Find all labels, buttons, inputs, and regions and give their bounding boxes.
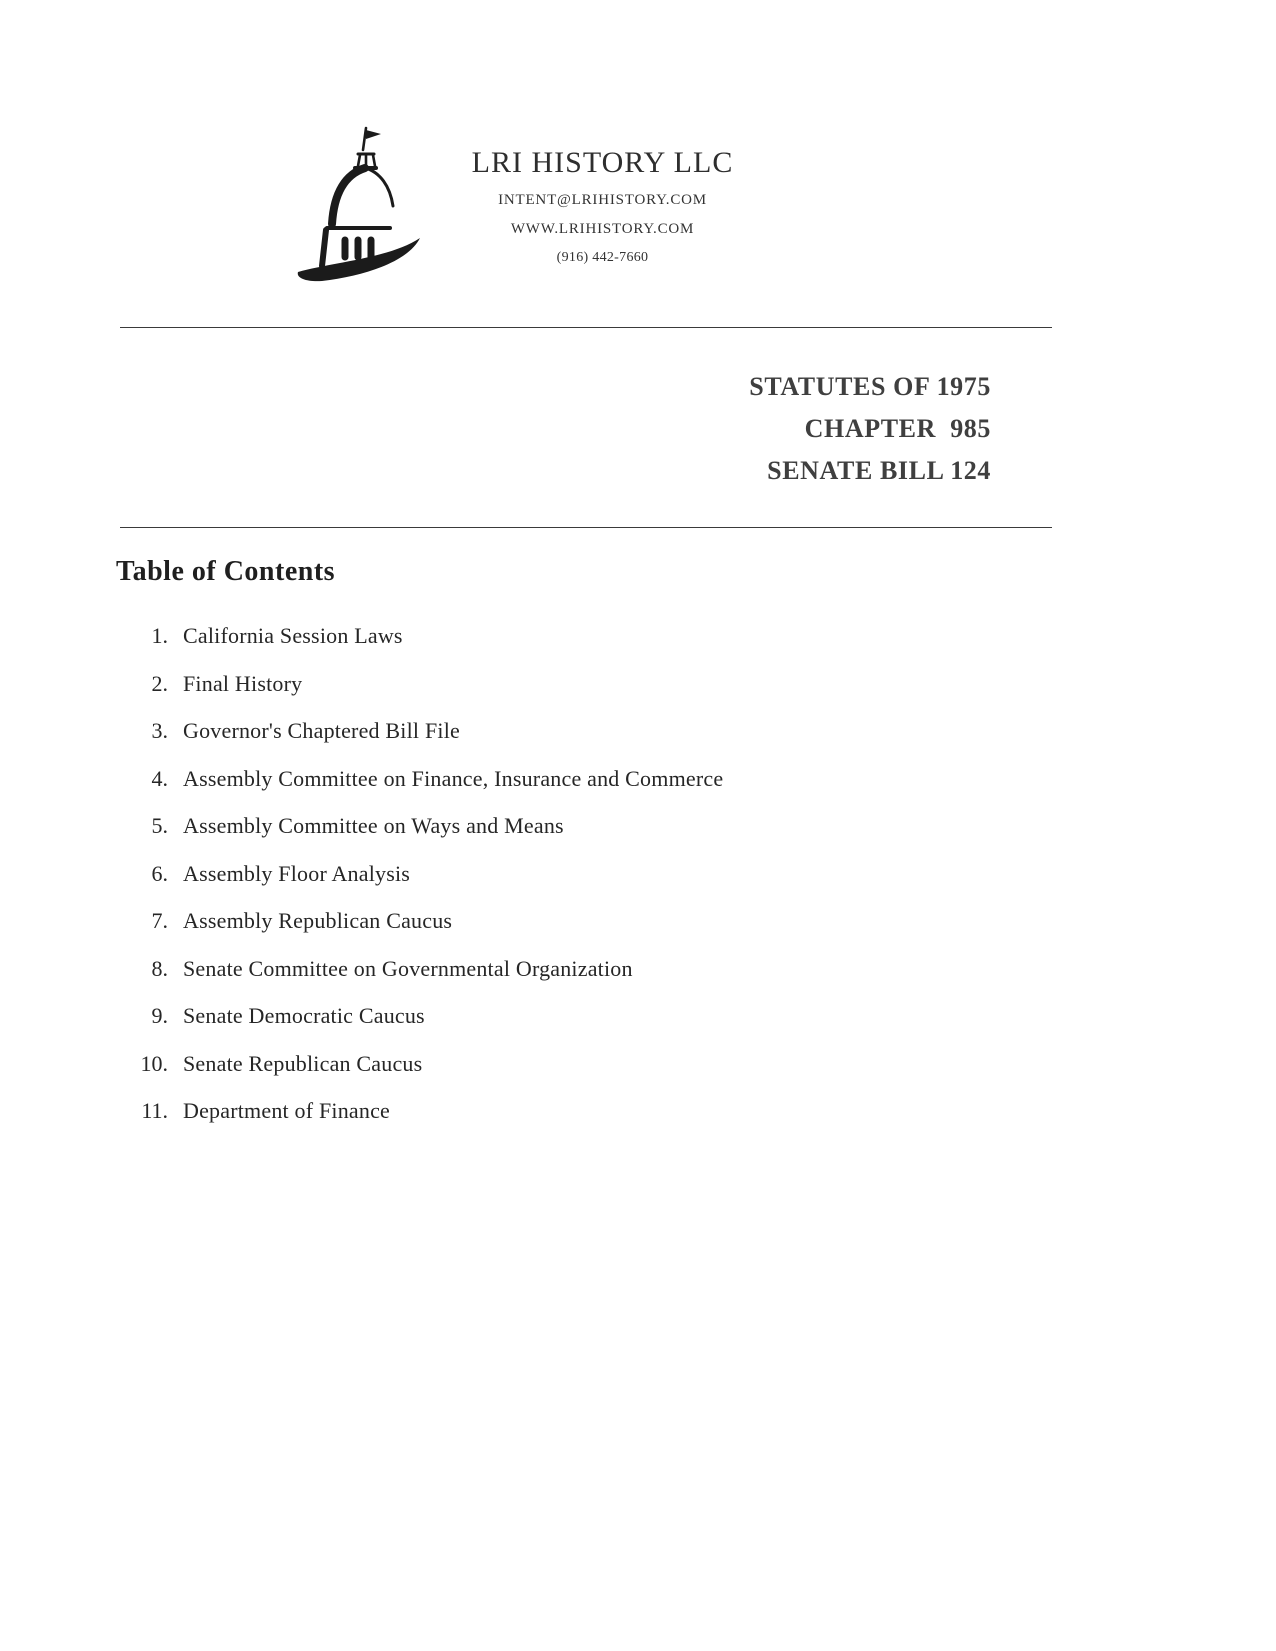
toc-list-item: [116, 670, 1046, 697]
statutes-line: STATUTES OF 1975: [749, 372, 991, 401]
toc-item-number: 3.: [151, 718, 168, 743]
toc-title: Table of Contents: [116, 556, 336, 587]
toc-list: [116, 622, 1046, 1145]
toc-item-label: Assembly Floor Analysis: [183, 860, 411, 886]
toc-list-item: [116, 812, 1046, 839]
document-reference-block: [471, 366, 991, 492]
toc-item-label: Assembly Republican Caucus: [183, 908, 453, 933]
divider-top: [120, 327, 1052, 328]
toc-item-label: Assembly Committee on Finance, Insurance and Commerce: [183, 765, 724, 791]
toc-item-number: 11.: [141, 1098, 168, 1123]
chapter-line: CHAPTER 985: [804, 414, 991, 443]
toc-item-label: California Session Laws: [183, 623, 403, 648]
toc-list-item: [116, 717, 1046, 744]
toc-list-item: [116, 1050, 1046, 1077]
toc-list-item: [116, 907, 1046, 934]
toc-item-label: Final History: [183, 670, 303, 696]
divider-bottom: [120, 527, 1052, 528]
toc-list-item: [116, 765, 1046, 792]
toc-item-number: 1.: [151, 623, 168, 648]
toc-item-number: 10.: [140, 1050, 168, 1076]
company-phone: (916) 442-7660: [556, 250, 649, 265]
toc-item-label: Assembly Committee on Ways and Means: [183, 813, 564, 838]
company-email: INTENT@LRIHISTORY.COM: [498, 192, 707, 208]
toc-item-number: 5.: [151, 813, 168, 838]
masthead: [420, 146, 785, 266]
toc-item-number: 9.: [151, 1003, 168, 1028]
toc-item-label: Senate Committee on Governmental Organization: [183, 955, 633, 981]
toc-item-label: Department of Finance: [183, 1098, 391, 1123]
toc-list-item: [116, 860, 1046, 887]
toc-item-number: 7.: [151, 908, 168, 933]
toc-item-number: 4.: [151, 765, 168, 791]
toc-item-label: Governor's Chaptered Bill File: [183, 718, 460, 743]
toc-item-label: Senate Republican Caucus: [183, 1050, 423, 1076]
toc-list-item: [116, 955, 1046, 982]
company-website: WWW.LRIHISTORY.COM: [510, 221, 695, 237]
company-name: LRI HISTORY LLC: [471, 146, 734, 179]
toc-item-number: 2.: [151, 670, 168, 696]
senate-bill-line: SENATE BILL 124: [767, 456, 991, 485]
toc-list-item: [116, 622, 1046, 649]
toc-item-number: 8.: [151, 955, 168, 981]
toc-item-label: Senate Democratic Caucus: [183, 1003, 425, 1028]
toc-list-item: [116, 1002, 1046, 1029]
toc-list-item: [116, 1097, 1046, 1124]
toc-item-number: 6.: [151, 860, 168, 886]
